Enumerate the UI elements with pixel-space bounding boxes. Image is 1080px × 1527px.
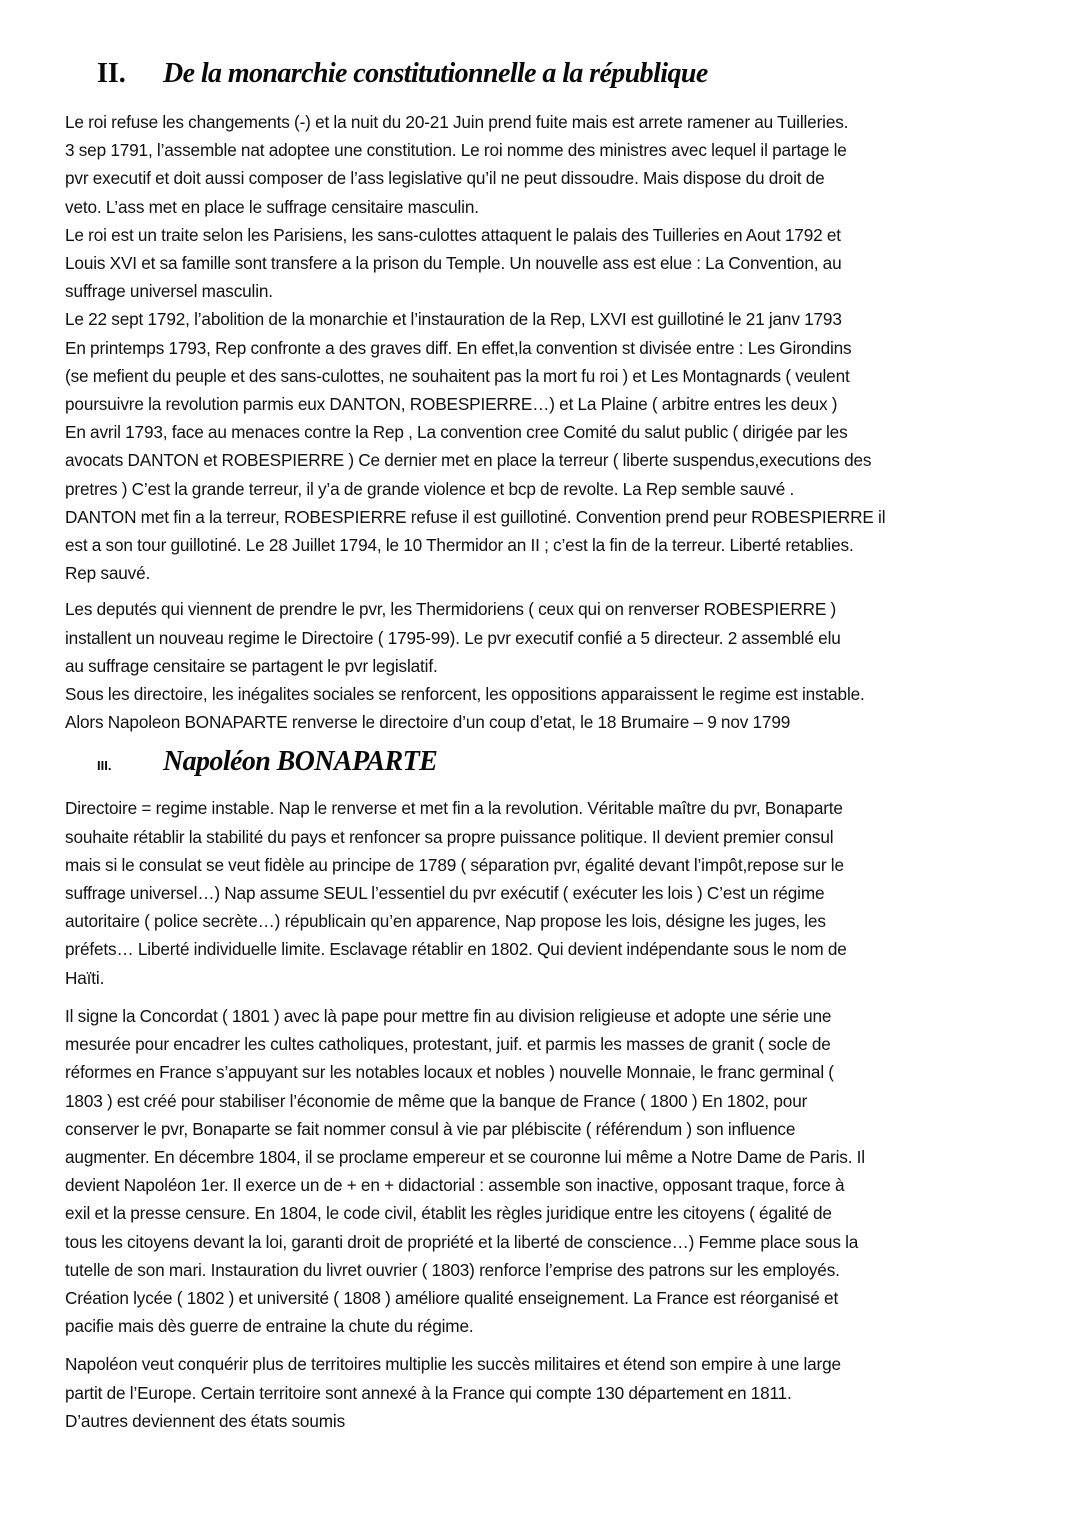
text-line: devient Napoléon 1er. Il exerce un de + en + didactorial : assemble son inactive, opposant traque, force à [65,1175,845,1196]
text-line: préfets… Liberté individuelle limite. Esclavage rétablir en 1802. Qui devient indépendante sous le nom de [65,939,847,960]
text-line: pretres ) C’est la grande terreur, il y’a de grande violence et bcp de revolte. La Rep semble sauvé . [65,478,795,499]
text-line: autoritaire ( police secrète…) républicain qu’en apparence, Nap propose les lois, désigne les juges, les [65,911,826,932]
text-line: est a son tour guillotiné. Le 28 Juillet 1794, le 10 Thermidor an II ; c’est la fin de la terreur. Liberté retablies. [65,535,854,556]
text-line: DANTON met fin a la terreur, ROBESPIERRE refuse il est guillotiné. Convention prend peur ROBESPIERRE il [65,506,886,527]
text-line: Sous les directoire, les inégalites sociales se renforcent, les oppositions apparaissent le regime est instable. [65,684,865,705]
text-line: D’autres deviennent des états soumis [65,1410,346,1431]
text-line: mais si le consulat se veut fidèle au principe de 1789 ( séparation pvr, égalité devant l’impôt,repose sur le [65,854,844,875]
text-line: Création lycée ( 1802 ) et université ( 1808 ) améliore qualité enseignement. La France est réorganisé et [65,1287,839,1308]
text-line: suffrage universel…) Nap assume SEUL l’essentiel du pvr exécutif ( exécuter les lois ) C’est un régime [65,883,825,904]
text-line: Louis XVI et sa famille sont transfere a la prison du Temple. Un nouvelle ass est elue : La Convention, au [65,253,842,274]
text-line: Le roi refuse les changements (-) et la nuit du 20-21 Juin prend fuite mais est arrete ramener au Tuilleries. [65,112,849,132]
section-number: III. [97,758,112,774]
text-line: pvr executif et doit aussi composer de l’ass legislative qu’il ne peut dissoudre. Mais dispose du droit de [65,168,825,189]
text-line: Le roi est un traite selon les Parisiens, les sans-culottes attaquent le palais des Tuilleries en Aout 1792 et [65,224,841,245]
text-line: réformes en France s’appuyant sur les notables locaux et nobles ) nouvelle Monnaie, le franc germinal ( [65,1062,834,1083]
text-line: avocats DANTON et ROBESPIERRE ) Ce dernier met en place la terreur ( liberte suspendus,executions des [65,450,872,471]
text-line: En printemps 1793, Rep confronte a des graves diff. En effet,la convention st divisée entre : Les Girondins [65,337,852,358]
text-line: conserver le pvr, Bonaparte se fait nommer consul à vie par plébiscite ( référendum ) son influence [65,1118,796,1139]
text-line: Il signe la Concordat ( 1801 ) avec là pape pour mettre fin au division religieuse et adopte une série une [65,1005,832,1026]
text-line: exil et la presse censure. En 1804, le code civil, établit les règles juridique entre les citoyens ( égalité de [65,1203,832,1224]
text-line: mesurée pour encadrer les cultes catholiques, protestant, juif. et parmis les masses de granit ( socle de [65,1034,831,1055]
paragraph-spacer [65,992,1025,1002]
text-line: Rep sauvé. [65,563,151,584]
text-line: poursuivre la revolution parmis eux DANTON, ROBESPIERRE…) et La Plaine ( arbitre entres les deux ) [65,394,838,415]
text-line: installent un nouveau regime le Directoire ( 1795-99). Le pvr executif confié a 5 directeur. 2 assemblé elu [65,627,841,648]
text-line: au suffrage censitaire se partagent le pvr legislatif. [65,655,438,676]
text-line: (se mefient du peuple et des sans-culottes, ne souhaitent pas la mort fu roi ) et Les Montagnards ( veulent [65,365,850,386]
paragraph-revolution [65,108,1025,587]
text-line: veto. L’ass met en place le suffrage censitaire masculin. [65,196,479,217]
text-line: suffrage universel masculin. [65,281,273,302]
text-line: 1803 ) est créé pour stabiliser l’économie de même que la banque de France ( 1800 ) En 1802, pour [65,1090,808,1111]
text-line: partit de l’Europe. Certain territoire sont annexé à la France qui compte 130 département en 1811. [65,1382,792,1403]
text-line: 3 sep 1791, l’assemble nat adoptee une constitution. Le roi nomme des ministres avec lequel il partage le [65,140,847,161]
paragraph-empire [65,1002,1025,1340]
text-line: Alors Napoleon BONAPARTE renverse le directoire d’un coup d’etat, le 18 Brumaire – 9 nov 1799 [65,712,791,733]
text-line: pacifie mais dès guerre de entraine la chute du régime. [65,1316,474,1337]
section-heading-2 [65,58,1025,108]
paragraph-consulat [65,794,1025,991]
text-line: Napoléon veut conquérir plus de territoires multiplie les succès militaires et étend son empire à une large [65,1354,841,1375]
section-title: De la monarchie constitutionnelle a la république [163,58,708,89]
paragraph-conquests [65,1350,1025,1435]
paragraph-spacer [65,1340,1025,1350]
paragraph-directoire [65,595,1025,736]
text-line: En avril 1793, face au menaces contre la Rep , La convention cree Comité du salut public ( dirigée par les [65,422,848,443]
text-line: Directoire = regime instable. Nap le renverse et met fin a la revolution. Véritable maître du pvr, Bonaparte [65,798,843,819]
text-line: Les deputés qui viennent de prendre le pvr, les Thermidoriens ( ceux qui on renverser ROBESPIERRE ) [65,599,837,620]
section-number: II. [97,58,126,89]
paragraph-spacer [65,736,1025,744]
section-heading-3 [65,746,1025,794]
text-line: tutelle de son mari. Instauration du livret ouvrier ( 1803) renforce l’emprise des patrons sur les employés. [65,1259,840,1280]
text-line: augmenter. En décembre 1804, il se proclame empereur et se couronne lui même a Notre Dame de Paris. Il [65,1146,865,1167]
text-line: Le 22 sept 1792, l’abolition de la monarchie et l’instauration de la Rep, LXVI est guillotiné le 21 janv 1793 [65,309,842,330]
text-line: tous les citoyens devant la loi, garanti droit de propriété et la liberté de conscience…) Femme place sous la [65,1231,859,1252]
paragraph-spacer [65,587,1025,595]
text-line: souhaite rétablir la stabilité du pays et renfoncer sa propre puissance politique. Il devient premier consul [65,826,834,847]
text-line: Haïti. [65,967,105,988]
document-page [65,58,1025,1435]
section-title: Napoléon BONAPARTE [163,746,438,778]
